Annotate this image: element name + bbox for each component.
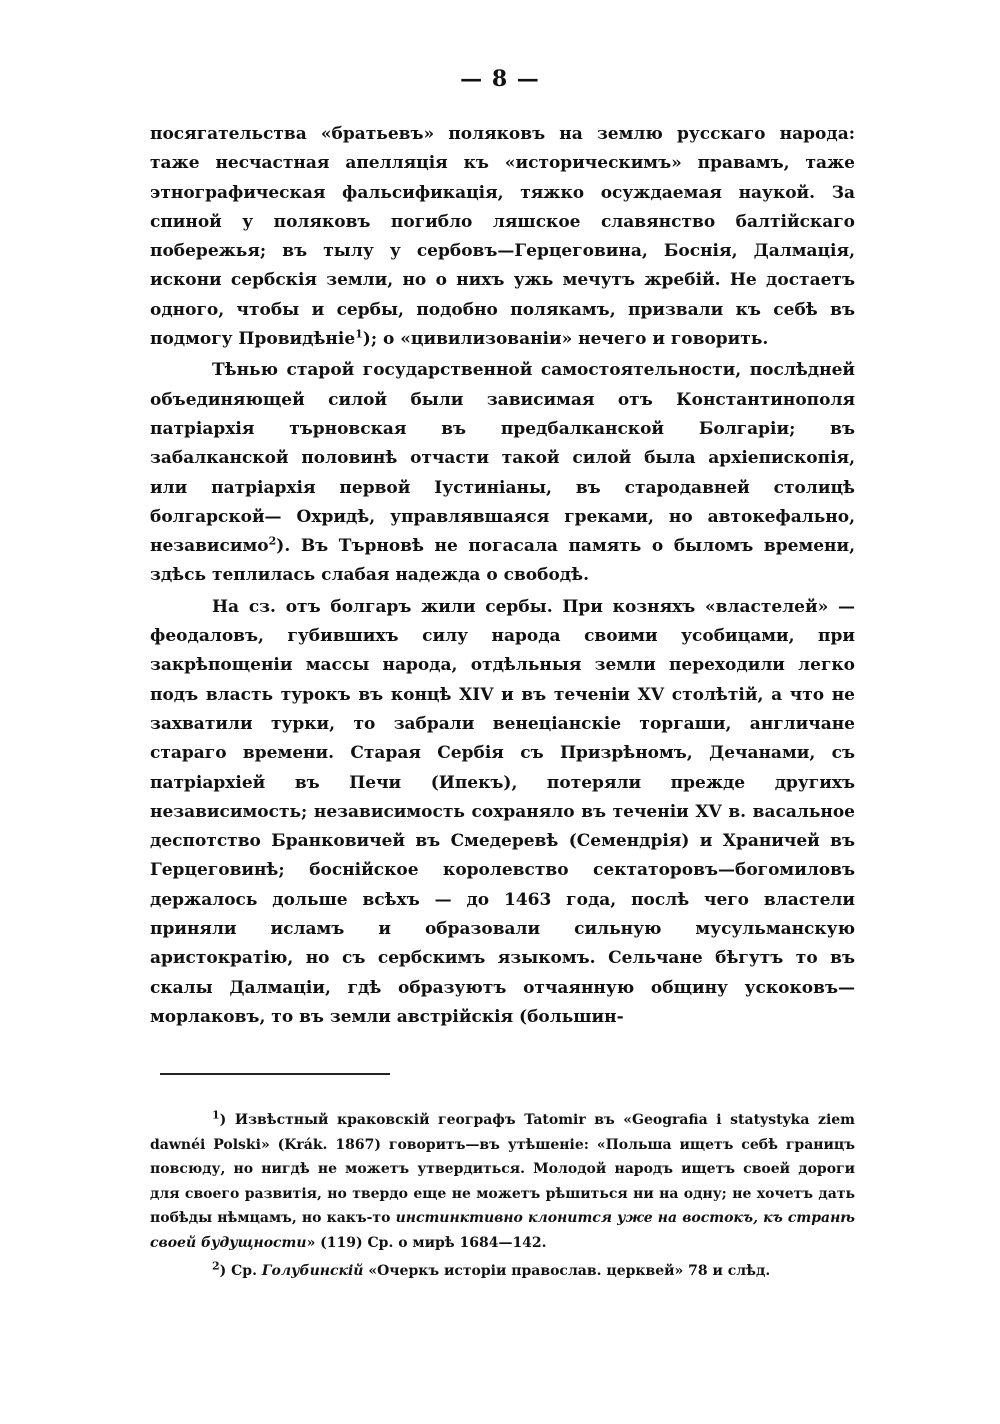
paragraph-2-text: Тѣнью старой государственной самостоятельности, послѣдней объединяющей силой были зависимая отъ Константинополя патріархія търновская въ предбалканской Болгаріи; въ забалканской половинѣ отчасти такой силой была архіепископія, или патріархія первой Іустиніаны, въ стародавней столицѣ болгарской— Охридѣ, управлявшаяся греками, но автокефально, независимо [150, 360, 855, 557]
paragraph-1 [150, 120, 855, 354]
page-number: — 8 — [460, 66, 540, 92]
paragraph-1-text: посягательства «братьевъ» поляковъ на землю русскаго народа: таже несчастная апелляція къ «историческимъ» правамъ, таже этнографическая фальсификація, тяжко осуждаемая наукой. За спиной у поляковъ погибло ляшское славянство балтійскаго побережья; въ тылу у сербовъ—Герцеговина, Боснія, Далмація, искони сербскія земли, но о нихъ ужь мечутъ жребій. Не достаетъ одного, чтобы и сербы, подобно полякамъ, призвали къ себѣ въ подмогу Провидѣніе [150, 124, 855, 350]
paragraph-3: На сз. отъ болгаръ жили сербы. При козняхъ «властелей» —феодаловъ, губившихъ силу народа своими усобицами, при закрѣпощеніи массы народа, отдѣльныя земли переходили легко подъ власть турокъ въ концѣ XIV и въ теченіи XV столѣтій, а что не захватили турки, то забрали венеціанскіе торгаши, англичане стараго времени. Старая Сербія съ Призрѣномъ, Дечанами, съ патріархіей въ Печи (Ипекъ), потеряли прежде другихъ независимость; независимость сохраняло въ теченіи XV в. васальное деспотство Бранковичей въ Смедеревѣ (Семендрія) и Храничей въ Герцеговинѣ; боснійское королевство сектаторовъ—богомиловъ держалось дольше всѣхъ — до 1463 года, послѣ чего властели приняли исламъ и образовали сильную мусульманскую аристократію, но съ сербскимъ языкомъ. Сельчане бѣгутъ то въ скалы Далмаціи, гдѣ образуютъ отчаянную общину ускоковъ—морлаковъ, то въ земли австрійскія (большин- [150, 596, 855, 1027]
footnote-2-author: Голубинскій [261, 1263, 364, 1279]
footnote-2-mark: 2 [212, 1259, 220, 1273]
footnote-ref-1: 1 [355, 327, 363, 341]
footnote-ref-2: 2 [268, 534, 277, 548]
footnote-separator [160, 1073, 390, 1075]
footnote-1-text-end: » (119) Ср. о мирѣ 1684—142. [306, 1234, 547, 1251]
footnote-1-text: ) Извѣстный краковскій географъ Tatomir въ «Geografia i statystyka ziem dawnéi Polski» (Krák. 1867) говоритъ—въ утѣшеніе: «Польша ищетъ себѣ границъ повсюду, но нигдѣ не можетъ утвердиться. Молодой народъ ищетъ своей дороги для своего развитія, но твердо еще не можетъ рѣшиться ни на одну; не хочетъ дать побѣды нѣмцамъ, но какъ-то [150, 1112, 855, 1226]
footnote-1 [150, 1108, 855, 1255]
paragraph-2 [150, 356, 855, 590]
paragraph-1-text-end: ); о «цивилизованіи» нечего и говорить. [362, 329, 769, 350]
footnote-2 [150, 1259, 855, 1284]
footnote-2-text: ) Ср. [219, 1263, 262, 1279]
main-text [150, 120, 855, 1032]
footnote-1-mark: 1 [212, 1108, 220, 1122]
paragraph-2-text-end: ). Въ Търновѣ не погасала память о быломъ времени, здѣсь теплилась слабая надежда о свободѣ. [150, 536, 855, 586]
footnote-1-italic-quote: инстинктивно клонится уже на востокъ, къ странѣ своей будущности [150, 1210, 855, 1251]
footnote-2-text-end: «Очеркъ исторіи православ. церквей» 78 и слѣд. [363, 1263, 771, 1279]
footnotes [150, 1108, 855, 1284]
